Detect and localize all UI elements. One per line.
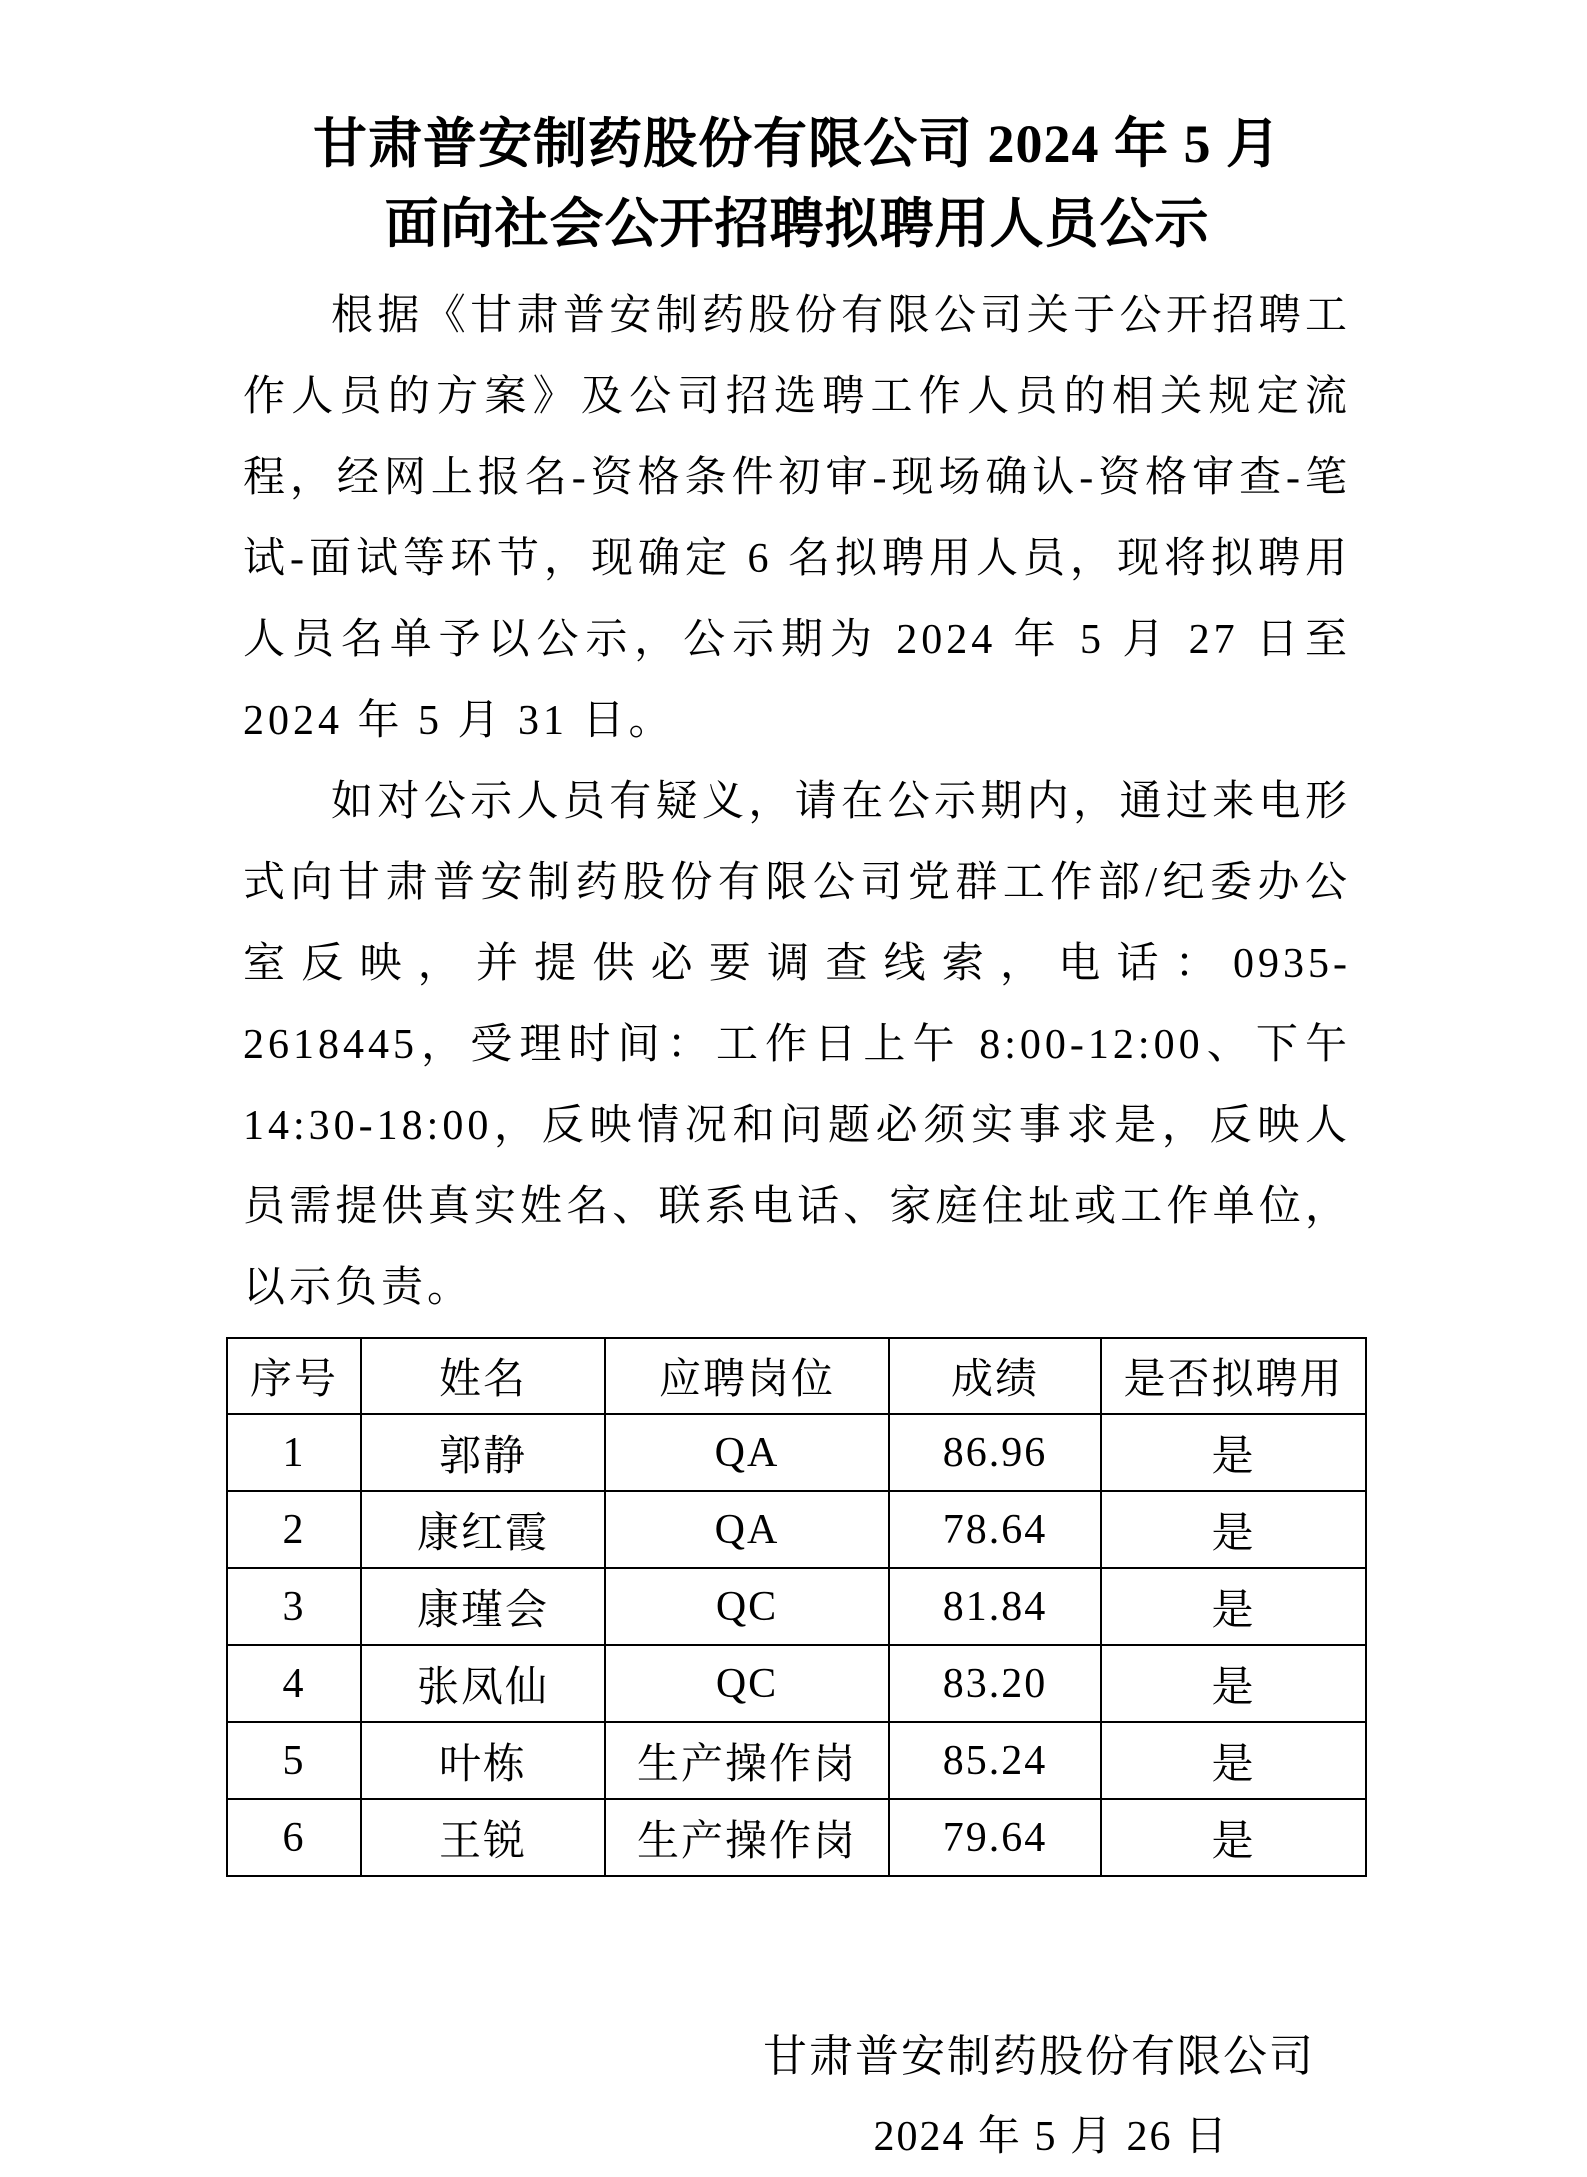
table-row (227, 1645, 1366, 1722)
cell-position: QC (605, 1645, 889, 1722)
cell-position: QC (605, 1568, 889, 1645)
cell-index: 1 (227, 1414, 361, 1491)
col-header-position: 应聘岗位 (605, 1338, 889, 1414)
cell-score: 81.84 (889, 1568, 1101, 1645)
cell-hired: 是 (1101, 1414, 1366, 1491)
document-title-line2: 面向社会公开招聘拟聘用人员公示 (384, 194, 1210, 254)
cell-index: 6 (227, 1799, 361, 1876)
col-header-score: 成绩 (889, 1338, 1101, 1414)
document-title-line1: 甘肃普安制药股份有限公司 2024 年 5 月 (313, 114, 1281, 174)
table-header-row (227, 1338, 1366, 1414)
cell-name: 郭静 (361, 1414, 605, 1491)
cell-position: QA (605, 1491, 889, 1568)
cell-score: 85.24 (889, 1722, 1101, 1799)
cell-index: 4 (227, 1645, 361, 1722)
col-header-name: 姓名 (361, 1338, 605, 1414)
cell-hired: 是 (1101, 1491, 1366, 1568)
cell-name: 康红霞 (361, 1491, 605, 1568)
cell-name: 叶栋 (361, 1722, 605, 1799)
cell-name: 张凤仙 (361, 1645, 605, 1722)
col-header-index: 序号 (227, 1338, 361, 1414)
cell-hired: 是 (1101, 1799, 1366, 1876)
document-body (243, 276, 1351, 1329)
cell-name: 康瑾会 (361, 1568, 605, 1645)
signature-company: 甘肃普安制药股份有限公司 (763, 2032, 1315, 2081)
cell-score: 79.64 (889, 1799, 1101, 1876)
cell-position: 生产操作岗 (605, 1722, 889, 1799)
cell-index: 5 (227, 1722, 361, 1799)
cell-hired: 是 (1101, 1722, 1366, 1799)
table-row (227, 1491, 1366, 1568)
cell-score: 78.64 (889, 1491, 1101, 1568)
signature-block (243, 2017, 1351, 2177)
cell-position: 生产操作岗 (605, 1799, 889, 1876)
candidate-table (226, 1337, 1367, 1877)
table-row (227, 1568, 1366, 1645)
document-title (243, 104, 1351, 264)
col-header-hired: 是否拟聘用 (1101, 1338, 1366, 1414)
cell-position: QA (605, 1414, 889, 1491)
table-row (227, 1722, 1366, 1799)
cell-name: 王锐 (361, 1799, 605, 1876)
table-row (227, 1414, 1366, 1491)
cell-index: 2 (227, 1491, 361, 1568)
paragraph-recruitment-process: 根据《甘肃普安制药股份有限公司关于公开招聘工作人员的方案》及公司招选聘工作人员的相关规定流程，经网上报名-资格条件初审-现场确认-资格审查-笔试-面试等环节，现确定 6 名拟聘用人员，现将拟聘用人员名单予以公示，公示期为 2024 年 5 月 27 日至 2024 年 5 月 31 日。 (243, 293, 1351, 744)
cell-score: 86.96 (889, 1414, 1101, 1491)
cell-index: 3 (227, 1568, 361, 1645)
cell-score: 83.20 (889, 1645, 1101, 1722)
signature-date: 2024 年 5 月 26 日 (873, 2114, 1229, 2160)
cell-hired: 是 (1101, 1645, 1366, 1722)
cell-hired: 是 (1101, 1568, 1366, 1645)
table-row (227, 1799, 1366, 1876)
paragraph-contact-info: 如对公示人员有疑义，请在公示期内，通过来电形式向甘肃普安制药股份有限公司党群工作部/纪委办公室反映，并提供必要调查线索，电话：0935-2618445，受理时间：工作日上午 8:00-12:00、下午 14:30-18:00，反映情况和问题必须实事求是，反映人员需提供真实姓名、联系电话、家庭住址或工作单位，以示负责。 (243, 779, 1351, 1311)
